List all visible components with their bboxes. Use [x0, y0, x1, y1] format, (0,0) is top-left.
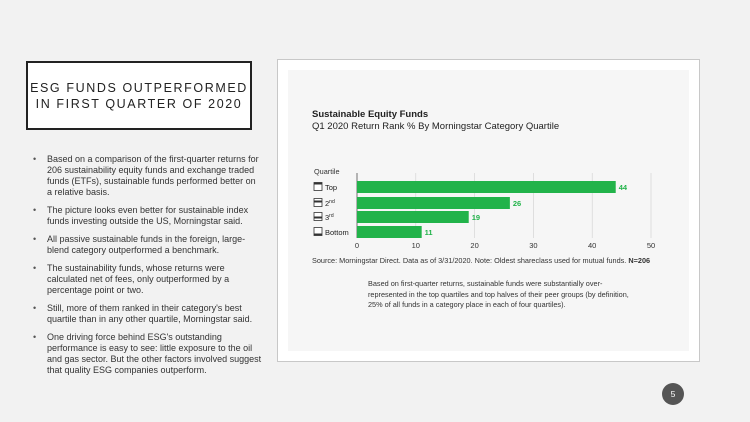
chart-source	[312, 256, 650, 265]
bar-value-label: 11	[424, 228, 433, 237]
slide-title-box	[26, 61, 252, 130]
slide-title-line-1: ESG FUNDS OUTPERFORMED	[30, 80, 248, 95]
category-label: 3rd	[325, 213, 334, 222]
bar	[357, 181, 616, 193]
x-tick-label: 40	[588, 241, 597, 250]
x-tick-label: 0	[354, 241, 360, 250]
bullet-item: • The sustainability funds, whose returns were calculated net of fees, only outperformed by a percentage point or two.	[30, 263, 262, 296]
bar-value-label: 44	[618, 183, 628, 192]
bullet-item: • Based on a comparison of the first-quarter returns for 206 sustainability equity funds and exchange traded funds (ETFs), sustainable funds performed better on a relative basis.	[30, 154, 262, 198]
quartile-icon-fill	[314, 234, 322, 236]
bar	[357, 197, 510, 209]
bar-value-label: 19	[471, 213, 481, 222]
bullet-item: • The picture looks even better for sustainable index funds investing outside the US, Morningstar said.	[30, 205, 262, 227]
x-tick-label: 30	[529, 241, 538, 250]
category-axis-label: Quartile	[314, 167, 340, 176]
chart-source-n: N=206	[628, 256, 651, 265]
quartile-icon-fill	[314, 183, 322, 185]
quartile-bar-chart	[278, 60, 699, 361]
chart-source-text: Source: Morningstar Direct. Data as of 3/31/2020. Note: Oldest shareclass used for mutual funds.	[312, 256, 627, 265]
bullet-item: • Still, more of them ranked in their category's best quartile than in any other quartile, Morningstar said.	[30, 303, 262, 325]
chart-panel	[277, 59, 700, 362]
bar-value-label: 26	[512, 199, 522, 208]
bar	[357, 226, 422, 238]
bar	[357, 211, 469, 223]
page-number-badge: 5	[662, 383, 684, 405]
slide-title-line-2: IN FIRST QUARTER OF 2020	[35, 96, 243, 111]
category-label: Top	[325, 183, 338, 192]
quartile-icon-fill	[314, 201, 322, 203]
x-tick-label: 10	[411, 241, 420, 250]
quartile-icon-fill	[314, 217, 322, 219]
chart-note: Based on first-quarter returns, sustainable funds were substantially over-represented in the top quartiles and top halves of their peer groups (by definition, 25% of all funds in a category place in each of four quartiles).	[368, 279, 629, 309]
bullet-item: • All passive sustainable funds in the foreign, large-blend category outperformed a benchmark.	[30, 234, 262, 256]
chart-title: Sustainable Equity Funds	[312, 109, 429, 120]
x-tick-label: 20	[470, 241, 479, 250]
category-label: 2nd	[325, 199, 335, 208]
chart-subtitle: Q1 2020 Return Rank % By Morningstar Category Quartile	[312, 121, 560, 132]
category-label: Bottom	[325, 228, 349, 237]
bullet-list	[30, 154, 262, 383]
bullet-item: • One driving force behind ESG's outstanding performance is easy to see: little exposure to the oil and gas sector. But the other factors involved suggest that quality ESG companies outperform.	[30, 332, 262, 376]
x-tick-label: 50	[646, 241, 656, 250]
